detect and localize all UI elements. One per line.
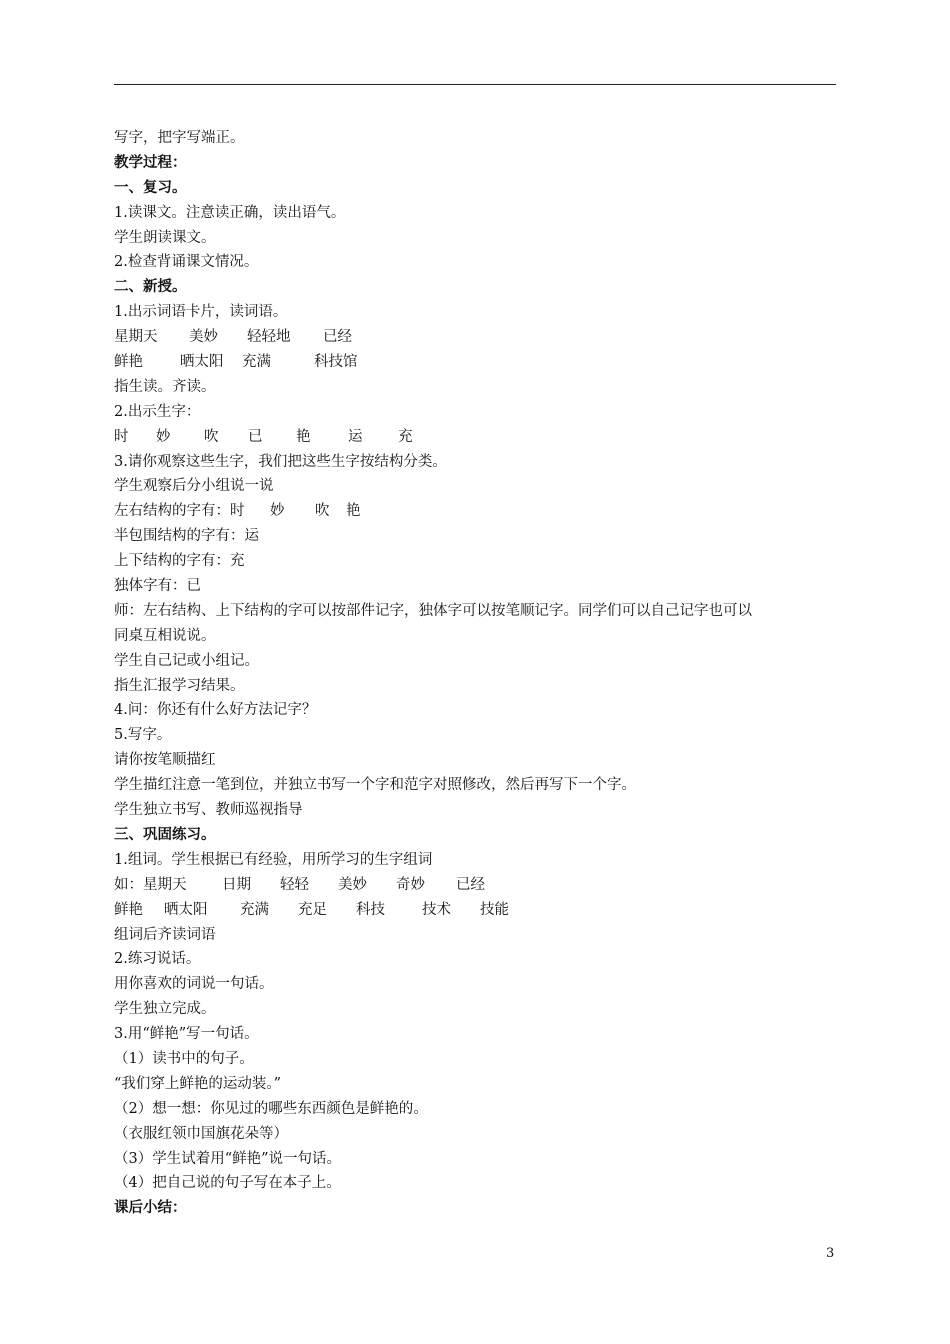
text-line: 2.练习说话。 [114,951,201,968]
character: 时 [114,428,129,445]
word: 美妙 [338,876,367,893]
text-line: 2.检查背诵课文情况。 [114,254,259,271]
section-heading: 二、新授。 [114,278,187,296]
word-row [114,325,854,350]
word: 鲜艳 [114,901,143,918]
text-line: 上下结构的字有：充 [114,553,245,570]
word: 技能 [480,901,509,918]
text-line: 用你喜欢的词说一句话。 [114,976,274,993]
word-row [114,873,854,898]
text-line: 4.问：你还有什么好方法记字？ [114,702,317,719]
text-line: （1）读书中的句子。 [114,1050,254,1067]
word: 科技 [356,901,385,918]
word: 充足 [298,901,327,918]
section-heading: 课后小结： [114,1199,187,1217]
character: 运 [348,428,363,445]
text-line: 指生汇报学习结果。 [114,677,245,694]
text-line: 组词后齐读词语 [114,926,216,943]
section-heading: 一、复习。 [114,178,187,196]
text-line: （3）学生试着用“鲜艳”说一句话。 [114,1150,342,1167]
text-line: 师：左右结构、上下结构的字可以按部件记字，独体字可以按笔顺记字。同学们可以自己记字也可以 [114,602,752,619]
word: 已经 [323,329,352,346]
text-line: 学生观察后分小组说一说 [114,478,274,495]
text-line: 半包围结构的字有：运 [114,528,259,545]
word-row [114,898,854,923]
character: 妙 [270,503,285,520]
text-line: 学生描红注意一笔到位，并独立书写一个字和范字对照修改，然后再写下一个字。 [114,777,636,794]
text-line: 同桌互相说说。 [114,627,216,644]
word: 美妙 [189,329,218,346]
text-line: （衣服红领巾国旗花朵等） [114,1125,288,1142]
text-line: 1.出示词语卡片，读词语。 [114,304,288,321]
word: 轻轻地 [247,329,291,346]
word: 科技馆 [314,354,358,371]
text-line: 学生自己记或小组记。 [114,652,259,669]
header-rule [114,84,836,85]
character: 吹 [204,428,219,445]
word: 日期 [222,876,251,893]
character: 充 [398,428,413,445]
text-line: 写字，把字写端正。 [114,130,245,146]
word: 技术 [422,901,451,918]
text-line: 1.组词。学生根据已有经验，用所学习的生字组词 [114,851,433,868]
section-heading: 三、巩固练习。 [114,825,216,843]
character: 艳 [296,428,311,445]
text-line: 学生朗读课文。 [114,229,216,246]
character: 已 [248,428,263,445]
text-line: 学生独立书写、教师巡视指导 [114,802,303,819]
text-line: “我们穿上鲜艳的运动装。” [114,1075,282,1092]
character: 吹 [315,503,330,520]
text-line: （2）想一想：你见过的哪些东西颜色是鲜艳的。 [114,1100,428,1117]
word: 已经 [456,876,485,893]
word: 晒太阳 [180,354,224,371]
text-line: 请你按笔顺描红 [114,752,216,769]
character: 妙 [156,428,171,445]
text-line: 独体字有：已 [114,578,201,595]
character: 左右结构的字有：时 [114,503,245,520]
word-row [114,350,854,375]
text-line: 1.读课文。注意读正确，读出语气。 [114,204,346,221]
document-body [114,126,854,1221]
text-line: 2.出示生字： [114,403,201,420]
word: 奇妙 [396,876,425,893]
character-row [114,499,854,524]
text-line: 5.写字。 [114,727,172,744]
word: 鲜艳 [114,354,143,371]
word: 晒太阳 [164,901,208,918]
text-line: 学生独立完成。 [114,1001,216,1018]
text-line: 3.请你观察这些生字，我们把这些生字按结构分类。 [114,453,447,470]
word: 轻轻 [280,876,309,893]
word: 星期天 [114,329,158,346]
text-line: （4）把自己说的句子写在本子上。 [114,1175,341,1192]
word: 如：星期天 [114,876,187,893]
text-line: 指生读。齐读。 [114,378,216,395]
word: 充满 [242,354,271,371]
text-line: 3.用“鲜艳”写一句话。 [114,1026,259,1043]
character-row [114,425,854,450]
page-number: 3 [826,1246,835,1261]
section-heading: 教学过程： [114,153,187,171]
word: 充满 [240,901,269,918]
character: 艳 [346,503,361,520]
